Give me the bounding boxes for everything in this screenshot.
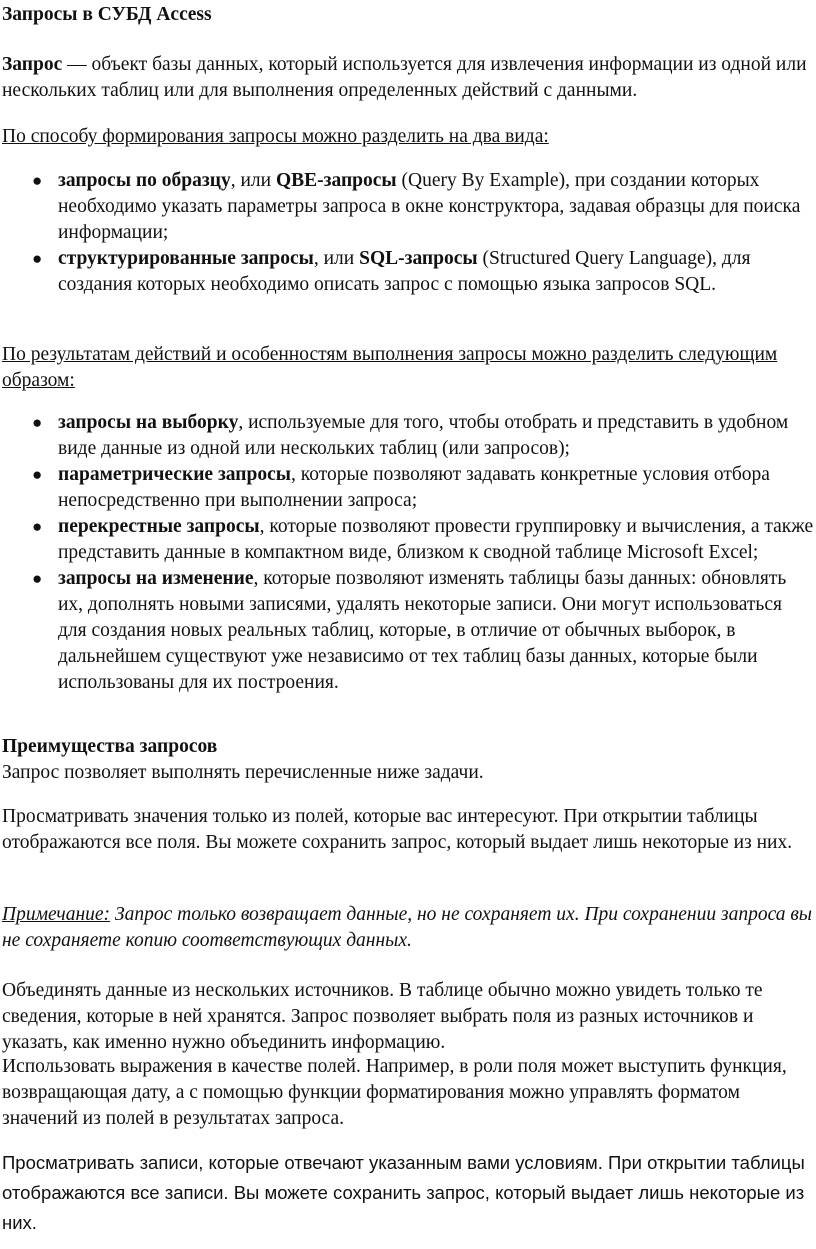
item-bold-term: параметрические запросы [58,464,292,485]
item-text: , используемые для того, чтобы отобрать и представить в удобном виде данные из одной или нескольких таблиц (или запросов); [58,412,789,459]
advantages-intro: Запрос позволяет выполнять перечисленные ниже задачи. [2,762,484,783]
bullet-icon: ● [32,465,43,484]
advantages-paragraph-2: Объединять данные из нескольких источников. В таблице обычно можно увидеть только те сведения, которые в ней хранятся. Запрос позволяет выбрать поля из разных источников и указать, как именно нужно объединить информацию. [2,980,763,1053]
item-text: , или [230,170,276,191]
formation-heading: По способу формирования запросы можно разделить на два вида: [2,126,549,147]
note-text: Запрос только возвращает данные, но не сохраняет их. При сохранении запроса вы не сохраняете копию соответствующих данных. [2,904,813,951]
item-text: , или [313,248,360,269]
definition-paragraph [2,52,814,104]
item-bold-term: SQL-запросы [359,248,478,269]
advantages-paragraph-3: Использовать выражения в качестве полей. Например, в роли поля может выступить функция, возвращающая дату, а с помощью функции форматирования можно управлять форматом значений из полей в результатах запроса. [2,1056,787,1129]
results-heading: По результатам действий и особенностям выполнения запросы можно разделить следующим образом: [2,344,778,391]
item-text: (Structured Query Language), для создания которых необходимо описать запрос с помощью языка запросов SQL. [58,248,751,295]
list-item [2,462,814,514]
formation-list [2,168,814,298]
item-bold-term: запросы на выборку [58,412,239,433]
item-bold-term: QBE-запросы [275,170,397,191]
item-bold-term: запросы по образцу [58,170,231,191]
definition-text: — объект базы данных, который используется для извлечения информации из одной или нескольких таблиц или для выполнения определенных действий с данными. [2,54,807,101]
item-bold-term: структурированные запросы [58,248,314,269]
note-label: Примечание: [2,904,111,925]
item-text: (Query By Example), при создании которых необходимо указать параметры запроса в окне конструктора, задавая образцы для поиска информации; [58,170,801,243]
item-bold-term: запросы на изменение [58,568,254,589]
definition-term: Запрос [2,54,63,75]
item-text: , которые позволяют задавать конкретные условия отбора непосредственно при выполнении запроса; [58,464,770,511]
item-text: , которые позволяют провести группировку и вычисления, а также представить данные в компактном виде, близком к сводной таблице Microsoft Excel; [58,516,814,563]
list-item [2,514,814,566]
bullet-icon: ● [32,249,43,268]
list-item [2,410,814,462]
document-title: Запросы в СУБД Access [2,4,212,25]
list-item [2,246,814,298]
advantages-paragraph-1: Просматривать значения только из полей, которые вас интересуют. При открытии таблицы отображаются все поля. Вы можете сохранить запрос, который выдает лишь некоторые из них. [2,806,793,853]
advantages-heading: Преимущества запросов [2,736,218,757]
results-list [2,410,814,696]
bullet-icon: ● [32,171,43,190]
bullet-icon: ● [32,517,43,536]
item-bold-term: перекрестные запросы [58,516,260,537]
bullet-icon: ● [32,569,43,588]
advantages-paragraph-4: Просматривать записи, которые отвечают указанным вами условиям. При открытии таблицы отображаются все записи. Вы можете сохранить запрос, который выдает лишь некоторые из них. [2,1152,805,1233]
bullet-icon: ● [32,413,43,432]
list-item [2,168,814,246]
item-text: , которые позволяют изменять таблицы базы данных: обновлять их, дополнять новыми записями, удалять некоторые записи. Они могут использоваться для создания новых реальных таблиц, которые, в отличие от обычных выборок, в дальнейшем существуют уже независимо от тех таблиц базы данных, которые были использованы для их построения. [58,568,787,693]
note-paragraph [2,902,814,954]
list-item [2,566,814,696]
